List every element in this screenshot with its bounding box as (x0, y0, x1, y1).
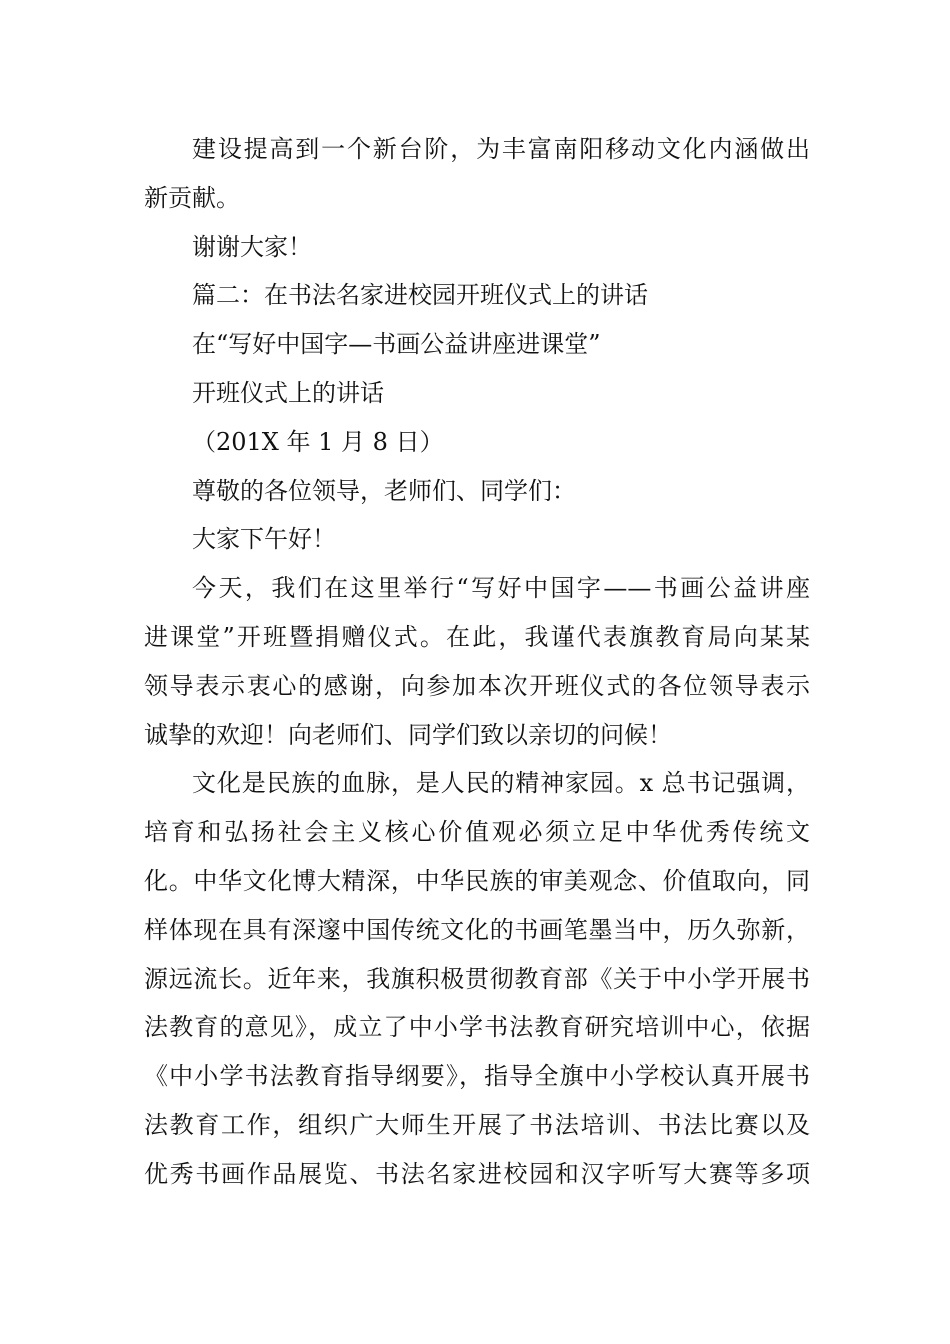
text-line: （201X 年 1 月 8 日） (192, 427, 444, 456)
text-line: 新贡献。 (144, 183, 240, 212)
text-line: 谢谢大家！ (192, 232, 312, 261)
text-line: 法教育工作，组织广大师生开展了书法培训、书法比赛以及 (144, 1110, 810, 1139)
text-line: 优秀书画作品展览、书法名家进校园和汉字听写大赛等多项 (144, 1159, 810, 1188)
text-line: 文化是民族的血脉，是人民的精神家园。x 总书记强调， (192, 769, 810, 798)
text-line: 领导表示衷心的感谢，向参加本次开班仪式的各位领导表示 (144, 671, 810, 700)
document-body (144, 125, 810, 1199)
text-line: 源远流长。近年来，我旗积极贯彻教育部《关于中小学开展书 (144, 964, 810, 993)
text-line: 尊敬的各位领导，老师们、同学们： (192, 476, 576, 505)
text-line: 大家下午好！ (192, 525, 336, 554)
text-line: 《中小学书法教育指导纲要》，指导全旗中小学校认真开展书 (144, 1062, 810, 1091)
text-line: 法教育的意见》，成立了中小学书法教育研究培训中心，依据 (144, 1013, 810, 1042)
text-line: 篇二：在书法名家进校园开班仪式上的讲话 (192, 281, 648, 310)
text-line: 在“写好中国字—书画公益讲座进课堂” (192, 330, 601, 359)
text-line: 进课堂”开班暨捐赠仪式。在此，我谨代表旗教育局向某某 (144, 622, 810, 651)
text-line: 培育和弘扬社会主义核心价值观必须立足中华优秀传统文 (144, 818, 810, 847)
text-line: 今天，我们在这里举行“写好中国字——书画公益讲座 (192, 574, 810, 603)
text-line: 诚挚的欢迎！向老师们、同学们致以亲切的问候！ (144, 720, 672, 749)
text-line: 样体现在具有深邃中国传统文化的书画笔墨当中，历久弥新， (144, 915, 810, 944)
text-line: 建设提高到一个新台阶，为丰富南阳移动文化内涵做出 (192, 135, 810, 163)
text-line: 开班仪式上的讲话 (192, 378, 384, 407)
text-line: 化。中华文化博大精深，中华民族的审美观念、价值取向，同 (144, 866, 810, 895)
